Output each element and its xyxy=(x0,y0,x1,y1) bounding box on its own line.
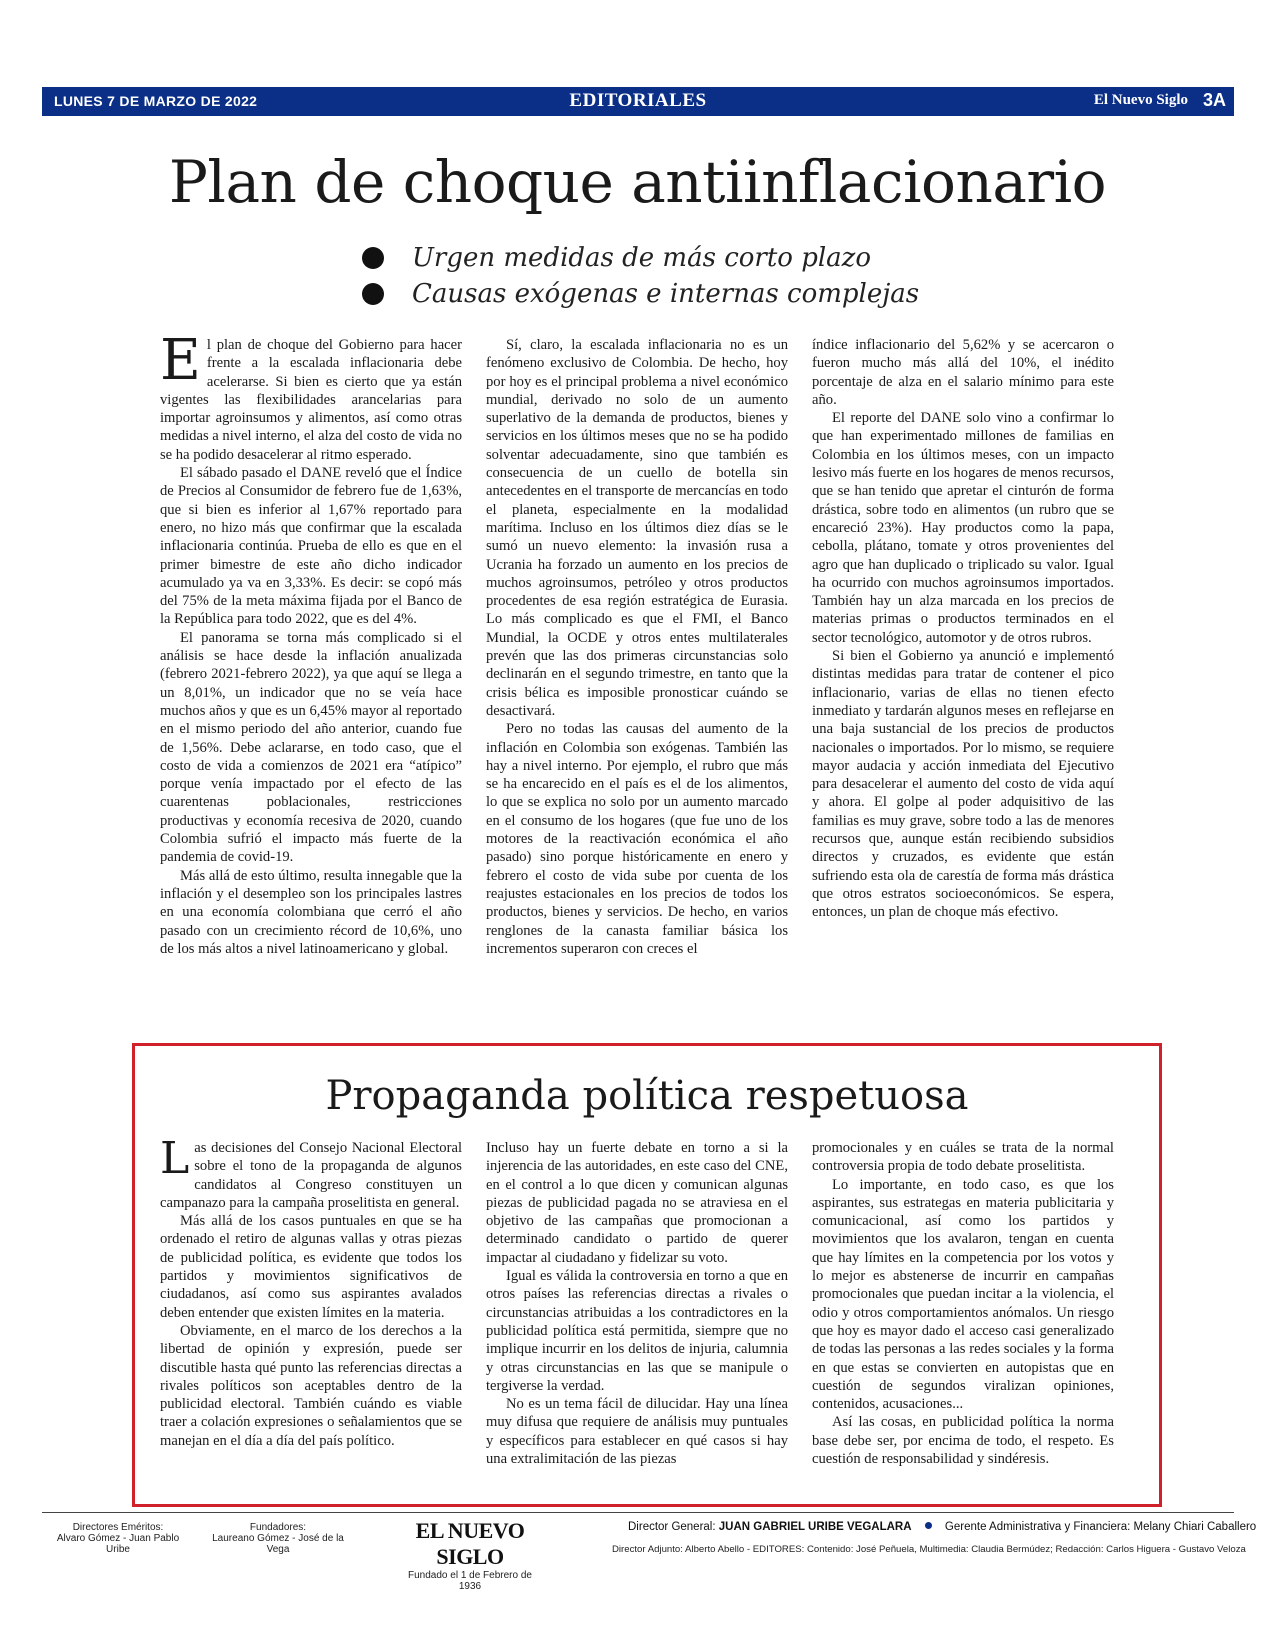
editorial2-column-3 xyxy=(812,1139,1114,1479)
subhead-text: Urgen medidas de más corto plazo xyxy=(412,243,872,273)
fundadores-names: Laureano Gómez - José de la Vega xyxy=(212,1533,344,1555)
editorial1-column-3 xyxy=(812,336,1114,1038)
paragraph: Si bien el Gobierno ya anunció e implementó distintas medidas para tratar de contener el pico inflacionario, varias de ellas no tienen efecto inmediato y tardarán algunos meses en reflejarse en una baja sustancial de los precios de productos nacionales o importados. Por lo mismo, se requiere mayor audacia y acción inmediata del Ejecutivo para desacelerar el aumento del costo de vida aquí y ahora. El golpe al poder adquisitivo de las familias es muy grave, sobre todo a las de menores recursos que, aunque están recibiendo subsidios directos y cruzados, es evidente que están sufriendo esta ola de carestía de forma más drástica que otros estratos socioeconómicos. Se espera, entonces, un plan de choque más efectivo. xyxy=(812,648,1114,921)
footer-logo xyxy=(400,1518,540,1592)
founded-date: Fundado el 1 de Febrero de 1936 xyxy=(408,1570,532,1592)
editorial2-title: Propaganda política respetuosa xyxy=(325,1073,969,1119)
subheads xyxy=(362,240,919,312)
paragraph: l plan de choque del Gobierno para hacer frente a la escalada inflacionaria debe acelerarse. Si bien es cierto que ya están vigentes las flexibilidades arancelarias para importar agroinsumos y alimentos, así como otras medidas a nivel interno, el alza del costo de vida no se ha podido desacelerar al ritmo esperado. xyxy=(160,337,462,463)
drop-cap: E xyxy=(160,336,201,393)
fundadores xyxy=(202,1522,354,1555)
paragraph: promocionales y en cuáles se trata de la normal controversia propia de todo debate proselitista. xyxy=(812,1140,1114,1175)
bullet-icon xyxy=(362,247,384,269)
paragraph: índice inflacionario del 5,62% y se acercaron o fueron mucho más allá del 10%, el inédito porcentaje de alza en el salario mínimo para este año. xyxy=(812,337,1114,408)
gerente-name: Melany Chiari Caballero xyxy=(1133,1521,1257,1533)
subhead-item xyxy=(362,276,919,312)
paragraph: Más allá de esto último, resulta innegable que la inflación y el desempleo son los principales lastres en una economía colombiana que cerró el año pasado con un crecimiento récord de 10,6%, uno de los más altos a nivel latinoamericano y global. xyxy=(160,867,462,957)
subhead-item xyxy=(362,240,919,276)
directores-names: Alvaro Gómez - Juan Pablo Uribe xyxy=(56,1533,180,1555)
editorial2-column-2 xyxy=(486,1139,788,1479)
masthead-small: El Nuevo Siglo xyxy=(1093,92,1188,108)
paragraph: El reporte del DANE solo vino a confirmar lo que han experimentado millones de familias en Colombia en los últimos meses, con un impacto lesivo más fuerte en los hogares de menos recursos, que se han tenido que apretar el cinturón de forma drástica, sobre todo en alimentos (un rubro que se encareció 23%). Hay productos como la papa, cebolla, plátano, tomate y otros provenientes del agro que han duplicado o triplicado su valor. Igual ha ocurrido con muchos agroinsumos importados. También hay un alza marcada en los precios de materias primas o productos terminados en el sector tecnológico, automotor y de otros rubros. xyxy=(812,410,1114,646)
newspaper-logo: EL NUEVO SIGLO xyxy=(415,1518,525,1569)
paragraph: Sí, claro, la escalada inflacionaria no es un fenómeno exclusivo de Colombia. De hecho, hoy por hoy es el principal problema a nivel económico mundial, derivado no solo de un aumento superlativo de la demanda de productos, bienes y servicios en los últimos meses que no se ha podido solventar adecuadamente, sino que también es consecuencia de un cuello de botella sin antecedentes en el transporte de mercancías en todo el planeta, especialmente en la modalidad marítima. Incluso en los últimos diez días se le sumó un nuevo elemento: la invasión rusa a Ucrania ha forzado un aumento en los precios de muchos agroinsumos, petróleo y otros productos procedentes de esa región estratégica de Eurasia. Lo más complicado es que el FMI, el Banco Mundial, la OCDE y otros entes multilaterales prevén que las dos primeras circunstancias solo declinarán en el segundo trimestre, en tanto que la crisis bélica es imposible pronosticar cuándo se desactivará. xyxy=(486,337,788,719)
page-number: 3A xyxy=(1202,90,1226,110)
gerente-label: Gerente Administrativa y Financiera: xyxy=(944,1521,1131,1533)
editorial-title: Plan de choque antiinflacionario xyxy=(168,148,1107,216)
director-general-name: JUAN GABRIEL URIBE VEGALARA xyxy=(718,1521,912,1533)
section-header-bar xyxy=(42,87,1234,116)
paragraph: Así las cosas, en publicidad política la norma base debe ser, por encima de todo, el respeto. Es cuestión de responsabilidad y sindéresis. xyxy=(812,1414,1114,1468)
section-name: EDITORIALES xyxy=(569,90,707,111)
editorial1-column-1 xyxy=(160,336,462,1038)
paragraph: Igual es válida la controversia en torno a que en otros países las referencias directas a rivales o circunstancias atribuidas a los contradictores en la publicidad política está permitida, siempre que no implique incurrir en los delitos de injuria, calumnia y otras circunstancias en las que se manipule o tergiverse la verdad. xyxy=(486,1268,788,1394)
paragraph: Pero no todas las causas del aumento de la inflación en Colombia son exógenas. También las hay a nivel interno. Por ejemplo, el rubro que más se ha encarecido en el país es el de los alimentos, lo que se explica no solo por un aumento marcado en el consumo de los hogares (que fue uno de los motores de la reactivación económica el año pasado) sino porque históricamente en enero y febrero el costo de vida sube por cuenta de los reajustes estacionales en los precios de todos los productos, bienes y servicios. De hecho, en varios renglones de la canasta familiar básica los incrementos superaron con creces el xyxy=(486,721,788,957)
bullet-icon xyxy=(362,283,384,305)
editorial2-column-1 xyxy=(160,1139,462,1479)
paragraph: Obviamente, en el marco de los derechos a la libertad de opinión y expresión, puede ser discutible hasta qué punto las referencias directas a rivales políticos son aceptables dentro de la publicidad electoral. También cuándo es viable traer a colación expresiones o señalamientos que se manejan en el día a día del país político. xyxy=(160,1322,462,1449)
directores-label: Directores Eméritos: xyxy=(72,1522,164,1533)
staff-line-1 xyxy=(628,1521,1256,1533)
drop-cap: L xyxy=(160,1139,190,1184)
fundadores-label: Fundadores: xyxy=(249,1522,307,1533)
paragraph: Más allá de los casos puntuales en que se ha ordenado el retiro de algunas vallas y otras piezas de publicidad política, es evidente que todos los partidos y movimientos significativos de ciudadanos, así como sus aspirantes avalados deben entender que existen límites en la materia. xyxy=(160,1213,462,1321)
paragraph: Incluso hay un fuerte debate en torno a si la injerencia de las autoridades, en este caso del CNE, en el control a lo que dicen y comunican algunas piezas de publicidad pagada no se atraviesa en el objetivo de las campañas que promocionan a determinado candidato o partido de querer impactar al ciudadano y fidelizar su voto. xyxy=(486,1140,788,1266)
paragraph: El panorama se torna más complicado si el análisis se hace desde la inflación anualizada (febrero 2021-febrero 2022), ya que aquí se llega a un 8,01%, un indicador que no se veía hace muchos años y que es un 6,45% mayor al reportado en el mismo periodo del año anterior, cuando fue de 1,56%. Debe aclararse, en todo caso, que el costo de vida a comienzos de 2021 era “atípico” porque venía impactado por el efecto de las cuarentenas poblacionales, restricciones productivas y economía recesiva de 2020, cuando Colombia sufrió el impacto más fuerte de la pandemia de covid-19. xyxy=(160,629,462,866)
director-general-label: Director General: xyxy=(628,1521,716,1533)
paragraph: as decisiones del Consejo Nacional Electoral sobre el tono de la propaganda de algunos candidatos al Congreso constituyen un campanazo para la campaña proselitista en general. xyxy=(160,1140,462,1211)
staff-line-2: Director Adjunto: Alberto Abello - EDITORES: Contenido: José Peñuela, Multimedia: Claudia Bermúdez; Redacción: Carlos Higuera - Gustavo Veloza xyxy=(612,1544,1246,1555)
editorial1-column-2 xyxy=(486,336,788,1038)
paragraph: No es un tema fácil de dilucidar. Hay una línea muy difusa que requiere de análisis muy puntuales y específicos para establecer en qué casos si hay una extralimitación de las piezas xyxy=(486,1396,788,1468)
paragraph: El sábado pasado el DANE reveló que el Índice de Precios al Consumidor de febrero fue de 1,63%, que si bien es inferior al 1,67% reportado para enero, no hizo más que confirmar que la escalada inflacionaria continúa. Prueba de ello es que en el primer bimestre de este año dicho indicador acumulado ya va en 3,33%. Es decir: se copó más del 75% de la meta máxima fijada por el Banco de la República para todo 2022, que es del 4%. xyxy=(160,465,462,628)
footer-divider xyxy=(42,1512,1234,1513)
directores-emeritos xyxy=(44,1522,192,1555)
paragraph: Lo importante, en todo caso, es que los aspirantes, sus estrategas en materia publicitaria y comunicacional, así como los partidos y movimientos que los avalaron, tengan en cuenta que hay límites en la competencia por los votos y lo mejor es abstenerse de incurrir en campañas promocionales que puedan incitar a la violencia, el odio y otros comportamientos anómalos. Un riesgo que hoy es mayor dado el acceso casi generalizado de todas las personas a las redes sociales y la forma en que estas se convierten en autopistas que en cuestión de segundos viralizan opiniones, contenidos, acusaciones... xyxy=(812,1176,1114,1413)
issue-date: LUNES 7 DE MARZO DE 2022 xyxy=(54,93,258,109)
subhead-text: Causas exógenas e internas complejas xyxy=(412,279,920,309)
separator-dot-icon xyxy=(925,1522,932,1529)
